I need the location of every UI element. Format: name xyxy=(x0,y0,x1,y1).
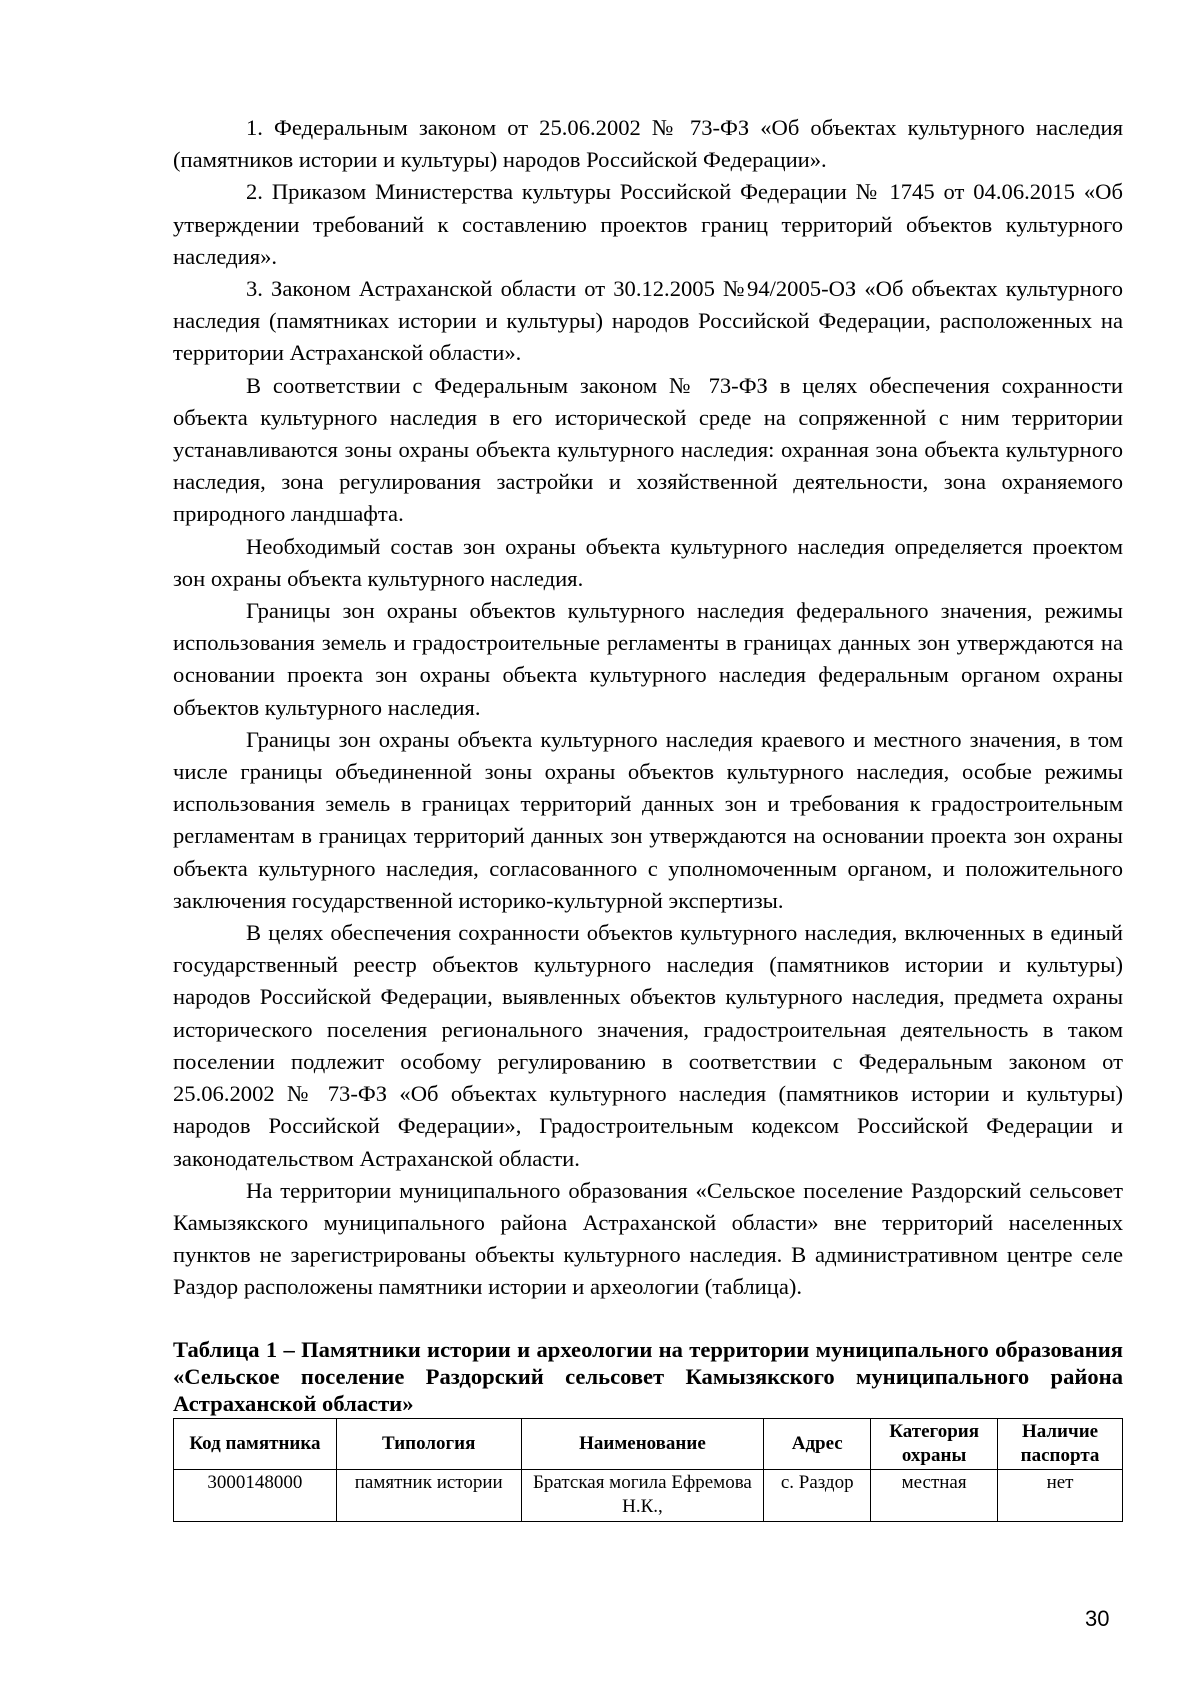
paragraph: 3. Законом Астраханской области от 30.12.2005 №94/2005-ОЗ «Об объектах культурного наследия (памятниках истории и культуры) народов Российской Федерации, расположенных на территории Астраханской области». xyxy=(173,276,1123,366)
header-cell-address: Адрес xyxy=(764,1418,871,1469)
header-cell-typology: Типология xyxy=(336,1418,521,1469)
cell-address: с. Раздор xyxy=(764,1469,871,1521)
document-page xyxy=(173,112,1123,1522)
paragraph: Границы зон охраны объекта культурного наследия краевого и местного значения, в том числе границы объединенной зоны охраны объектов культурного наследия, особые режимы использования земель в границах территорий данных зон и требования к градостроительным регламентам в границах территорий данных зон утверждаются на основании проекта зон охраны объекта культурного наследия, согласованного с уполномоченным органом, и положительного заключения государственной историко-культурной экспертизы. xyxy=(173,726,1123,913)
cell-name: Братская могила Ефремова Н.К., xyxy=(521,1469,764,1521)
header-cell-passport: Наличие паспорта xyxy=(998,1418,1123,1469)
header-cell-name: Наименование xyxy=(521,1418,764,1469)
table-row xyxy=(174,1469,1123,1521)
table-header-row xyxy=(174,1418,1123,1469)
cell-protection-category: местная xyxy=(871,1469,998,1521)
header-cell-code: Код памятника xyxy=(174,1418,337,1469)
paragraph: В целях обеспечения сохранности объектов культурного наследия, включенных в единый государственный реестр объектов культурного наследия (памятников истории и культуры) народов Российской Федерации, выявленных объектов культурного наследия, предмета охраны исторического поселения регионального значения, градостроительная деятельность в таком поселении подлежит особому регулированию в соответствии с Федеральным законом от 25.06.2002 № 73-ФЗ «Об объектах культурного наследия (памятников истории и культуры) народов Российской Федерации», Градостроительным кодексом Российской Федерации и законодательством Астраханской области. xyxy=(173,920,1123,1171)
paragraph: 1. Федеральным законом от 25.06.2002 № 73-ФЗ «Об объектах культурного наследия (памятников истории и культуры) народов Российской Федерации». xyxy=(173,115,1123,173)
paragraph: Необходимый состав зон охраны объекта культурного наследия определяется проектом зон охраны объекта культурного наследия. xyxy=(173,533,1123,591)
table-caption: Таблица 1 – Памятники истории и археологии на территории муниципального образования «Сельское поселение Раздорский сельсовет Камызякского муниципального района Астраханской области» xyxy=(173,1336,1123,1416)
paragraph: 2. Приказом Министерства культуры Российской Федерации № 1745 от 04.06.2015 «Об утверждении требований к составлению проектов границ территорий объектов культурного наследия». xyxy=(173,179,1123,269)
paragraph: Границы зон охраны объектов культурного наследия федерального значения, режимы использования земель и градостроительные регламенты в границах данных зон утверждаются на основании проекта зон охраны объекта культурного наследия федеральным органом охраны объектов культурного наследия. xyxy=(173,598,1123,720)
cell-passport: нет xyxy=(998,1469,1123,1521)
paragraph: На территории муниципального образования «Сельское поселение Раздорский сельсовет Камызякского муниципального района Астраханской области» вне территорий населенных пунктов не зарегистрированы объекты культурного наследия. В административном центре селе Раздор расположены памятники истории и археологии (таблица). xyxy=(173,1177,1123,1300)
page-number: 30 xyxy=(1085,1606,1110,1631)
cell-typology: памятник истории xyxy=(336,1469,521,1521)
monuments-table xyxy=(173,1418,1123,1522)
header-cell-protection-category: Категория охраны xyxy=(871,1418,998,1469)
cell-code: 3000148000 xyxy=(174,1469,337,1521)
paragraph: В соответствии с Федеральным законом № 73-ФЗ в целях обеспечения сохранности объекта культурного наследия в его исторической среде на сопряженной с ним территории устанавливаются зоны охраны объекта культурного наследия: охранная зона объекта культурного наследия, зона регулирования застройки и хозяйственной деятельности, зона охраняемого природного ландшафта. xyxy=(173,372,1123,527)
